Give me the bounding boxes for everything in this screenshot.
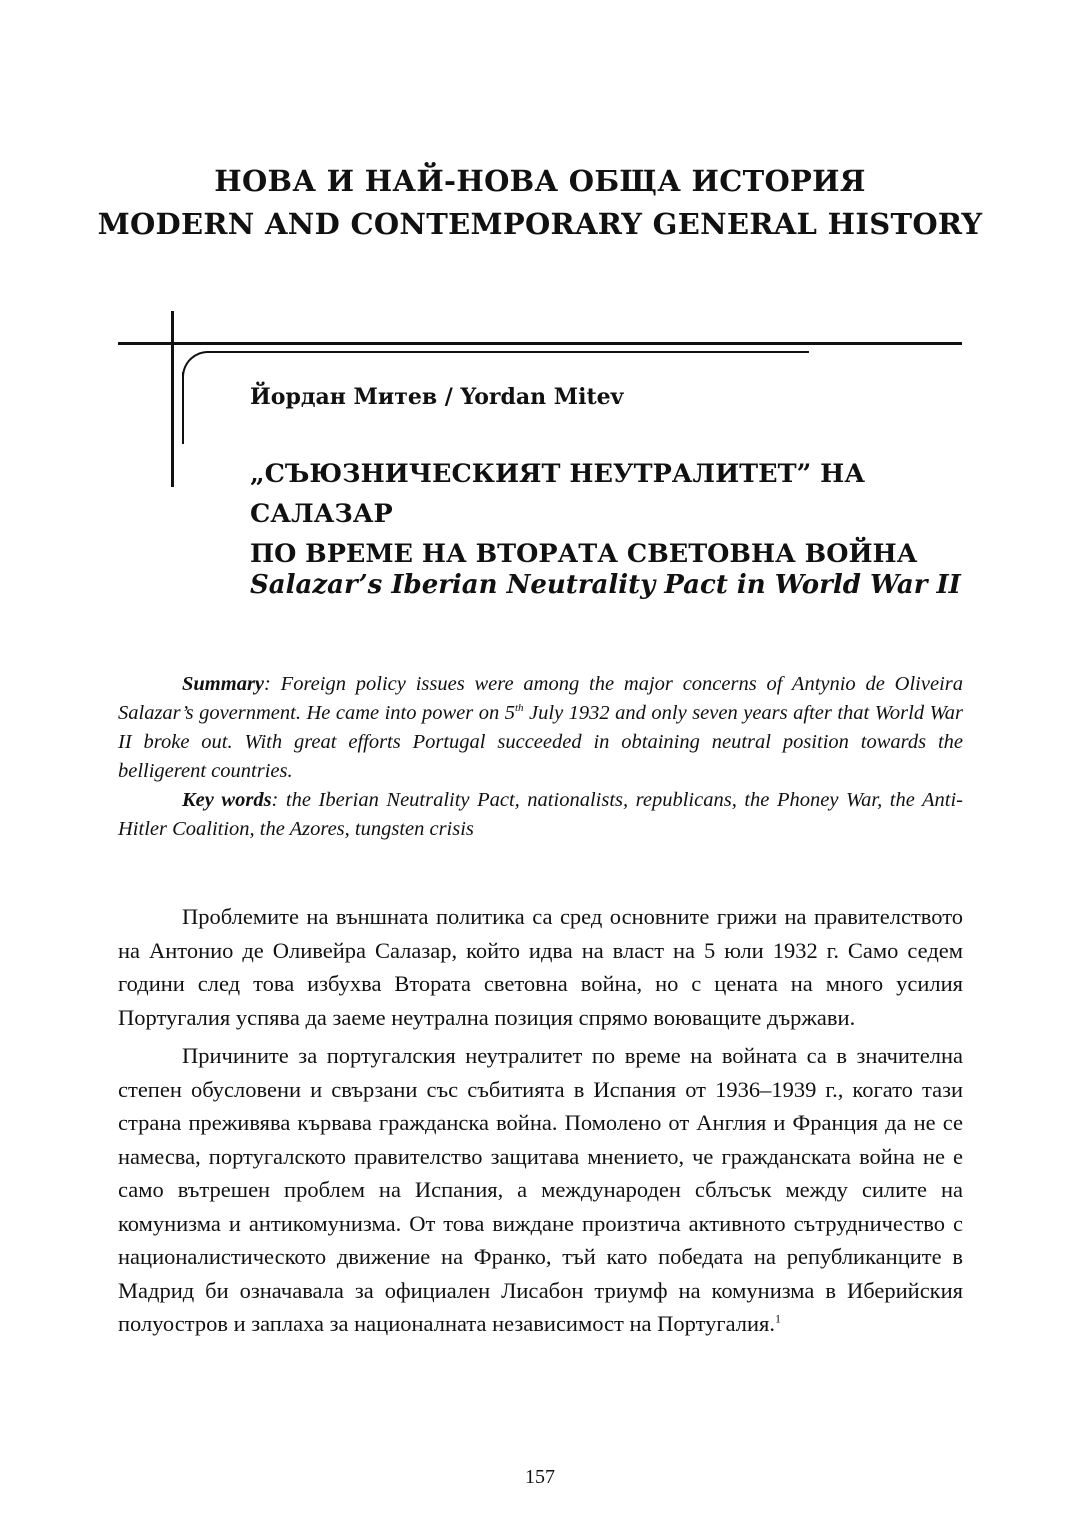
keywords-text: : the Iberian Neutrality Pact, nationalists, republicans, the Phoney War, the Anti-Hitler Coalition, the Azores, tungsten crisis xyxy=(118,789,963,840)
keywords-label: Key words xyxy=(182,789,272,811)
summary-paragraph xyxy=(118,670,963,786)
author-name: Йордан Митев / Yordan Mitev xyxy=(250,384,624,410)
article-subtitle-en: Salazar’s Iberian Neutrality Pact in World War II xyxy=(250,570,961,600)
article-title-line-1: „СЪЮЗНИЧЕСКИЯТ НЕУТРАЛИТЕТ” НА САЛАЗАР xyxy=(250,459,865,529)
body-text xyxy=(118,900,963,1346)
summary-superscript: th xyxy=(514,702,524,715)
body-paragraph-2-text: Причините за португалския неутралитет по време на войната са в значителна степен обусловени и свързани със събитията в Испания от 1936–1939 г., когато тази страна преживява кървава гражданска война. Помолено от Англия и Франция да не се намесва, португалското правителство защитава мнението, че гражданската война не е само вътрешен проблем на Испания, а международен сблъсък между силите на комунизма и антикомунизма. От това виждане произтича активното сътрудничество с националистическото движение на Франко, тъй като победата на републиканците в Мадрид би означавала за официален Лисабон триумф на комунизма в Иберийския полуостров и заплаха за националната независимост на Португалия. xyxy=(118,1043,963,1336)
footnote-reference[interactable]: 1 xyxy=(775,1311,782,1326)
decorative-rule-vertical-inner xyxy=(182,372,184,444)
summary-label: Summary xyxy=(182,673,265,695)
abstract xyxy=(118,670,963,844)
body-paragraph-2 xyxy=(118,1039,963,1341)
keywords-paragraph xyxy=(118,786,963,844)
section-title-en: MODERN AND CONTEMPORARY GENERAL HISTORY xyxy=(97,207,983,241)
article-title-line-2: ПО ВРЕМЕ НА ВТОРАТА СВЕТОВНА ВОЙНА xyxy=(250,539,918,569)
summary-text-b: July 1932 and only seven years after that World War II broke out. With great efforts Portugal succeeded in obtaining neutral position towards the belligerent countries. xyxy=(118,702,963,782)
section-title-bg: НОВА И НАЙ-НОВА ОБЩА ИСТОРИЯ xyxy=(214,164,866,198)
decorative-rule-second xyxy=(207,351,809,353)
page-number: 157 xyxy=(525,1466,555,1488)
decorative-rule-top xyxy=(118,342,962,345)
decorative-rule-curve xyxy=(182,351,212,377)
summary-text-a: : Foreign policy issues were among the major concerns of Antynio de Oliveira Salazar’s government. He came into power on 5 xyxy=(118,673,963,724)
body-paragraph-1: Проблемите на външната политика са сред основните грижи на правителството на Антонио де Оливейра Салазар, който идва на власт на 5 юли 1932 г. Само седем години след това избухва Втората световна война, но с цената на много усилия Португалия успява да заеме неутрална позиция спрямо воюващите държави. xyxy=(118,904,963,1030)
article-title xyxy=(250,454,980,574)
decorative-rule-vertical xyxy=(171,311,174,487)
